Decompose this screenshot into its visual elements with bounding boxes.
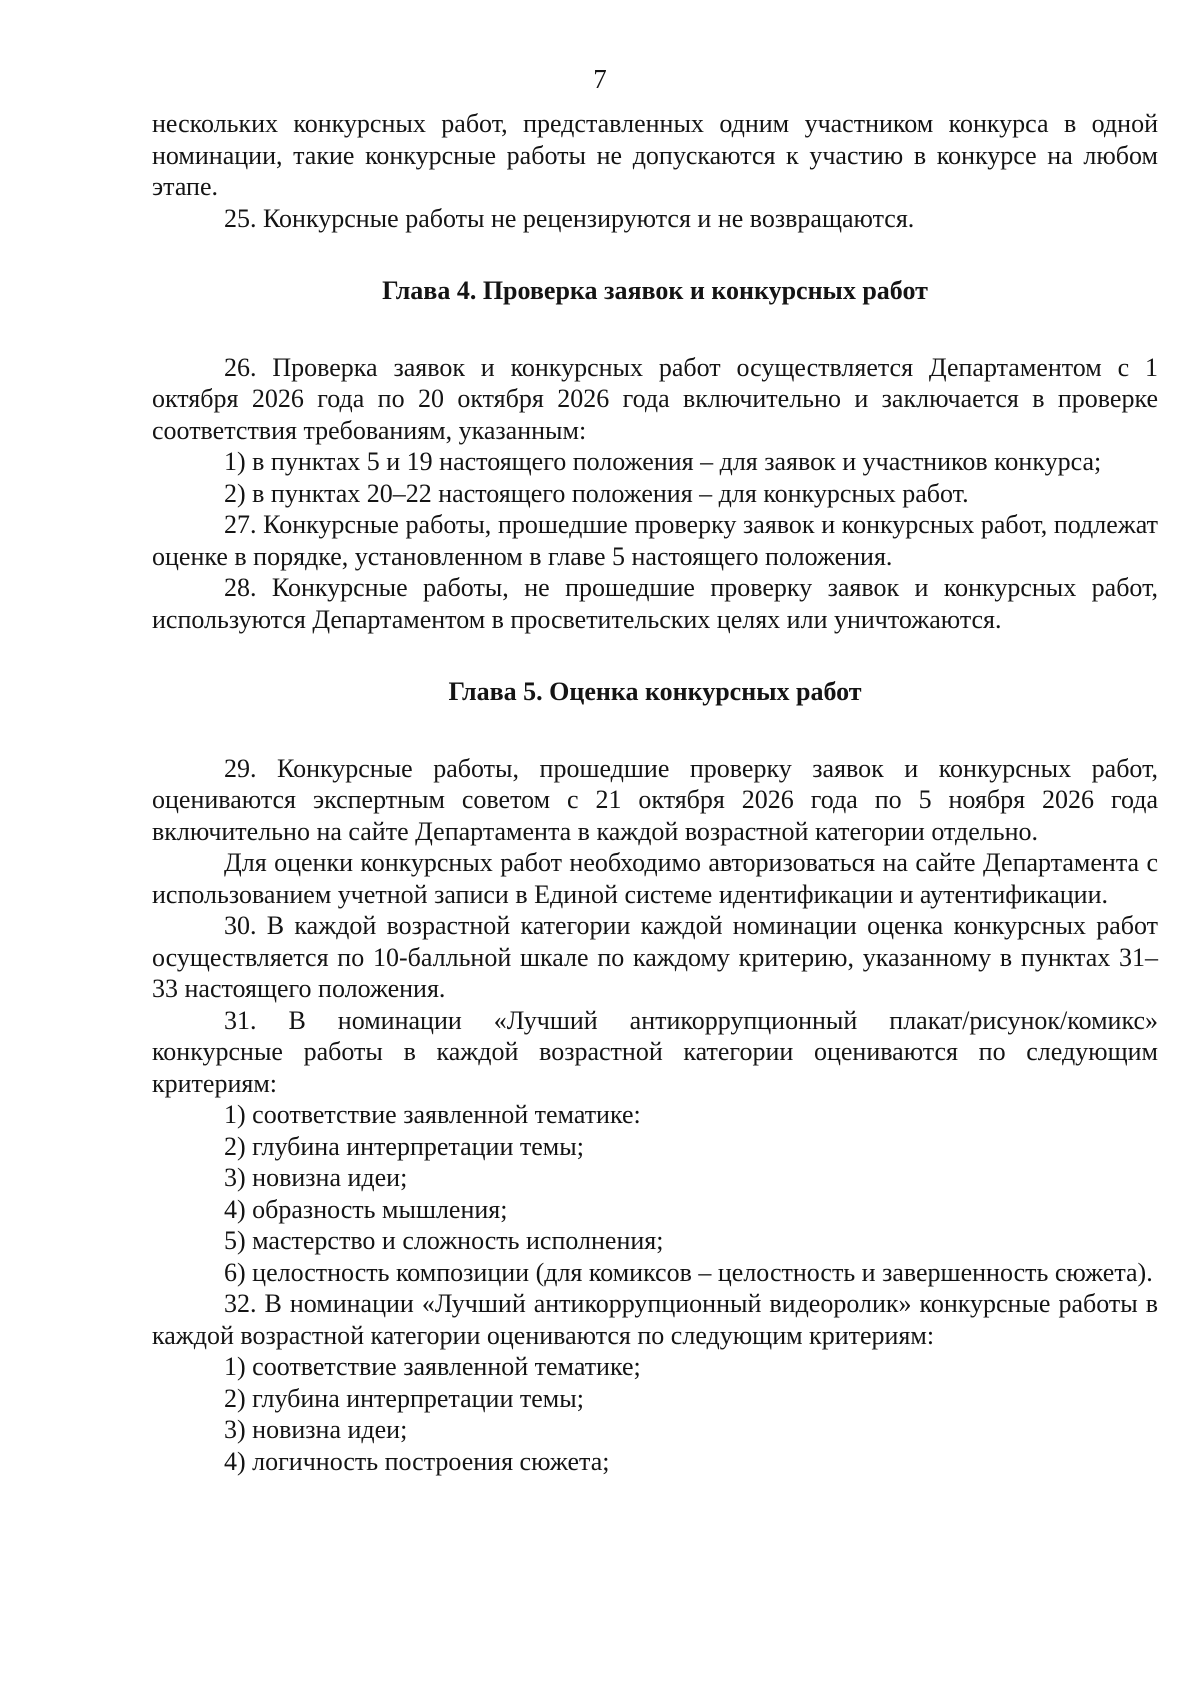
item-29-paragraph: 29. Конкурсные работы, прошедшие проверку заявок и конкурсных работ, оцениваются экспертным советом с 21 октября 2026 года по 5 ноября 2026 года включительно на сайте Департамента в каждой возрастной категории отдельно. [152, 753, 1158, 846]
item-30-paragraph: 30. В каждой возрастной категории каждой номинации оценка конкурсных работ осуществляется по 10-балльной шкале по каждому критерию, указанному в пунктах 31–33 настоящего положения. [152, 911, 1158, 1003]
item-31-criterion: 1) соответствие заявленной тематике: [224, 1100, 641, 1129]
page-content [152, 108, 1158, 1477]
page-number: 7 [593, 64, 607, 94]
item-28-paragraph: 28. Конкурсные работы, не прошедшие проверку заявок и конкурсных работ, используются Департаментом в просветительских целях или уничтожаются. [152, 573, 1158, 634]
item-32-criterion: 2) глубина интерпретации темы; [224, 1383, 584, 1413]
item-31-criterion: 6) целостность композиции (для комиксов – целостность и завершенность сюжета). [224, 1257, 1153, 1287]
item-31-criterion: 4) образность мышления; [224, 1194, 508, 1224]
item-29-auth-paragraph: Для оценки конкурсных работ необходимо авторизоваться на сайте Департамента с использованием учетной записи в Единой системе идентификации и аутентификации. [152, 848, 1158, 909]
top-fragment-paragraph: нескольких конкурсных работ, представленных одним участником конкурса в одной номинации, такие конкурсные работы не допускаются к участию в конкурсе на любом этапе. [152, 109, 1158, 201]
item-26-1-paragraph: 1) в пунктах 5 и 19 настоящего положения – для заявок и участников конкурса; [224, 447, 1102, 476]
item-31-paragraph: 31. В номинации «Лучший антикоррупционный плакат/рисунок/комикс» конкурсные работы в каждой возрастной категории оцениваются по следующим критериям: [152, 1005, 1158, 1098]
item-32-criterion: 1) соответствие заявленной тематике; [224, 1352, 641, 1381]
item-32-criterion: 3) новизна идеи; [224, 1415, 408, 1444]
item-32-paragraph: 32. В номинации «Лучший антикоррупционный видеоролик» конкурсные работы в каждой возрастной категории оцениваются по следующим критериям: [152, 1289, 1158, 1350]
item-27-paragraph: 27. Конкурсные работы, прошедшие проверку заявок и конкурсных работ, подлежат оценке в порядке, установленном в главе 5 настоящего положения. [152, 510, 1158, 571]
item-32-criterion: 4) логичность построения сюжета; [224, 1446, 610, 1476]
chapter-5-heading: Глава 5. Оценка конкурсных работ [448, 677, 862, 706]
item-26-paragraph: 26. Проверка заявок и конкурсных работ осуществляется Департаментом с 1 октября 2026 года по 20 октября 2026 года включительно и заключается в проверке соответствия требованиям, указанным: [152, 352, 1158, 445]
item-31-criterion: 2) глубина интерпретации темы; [224, 1131, 584, 1161]
item-31-criterion: 5) мастерство и сложность исполнения; [224, 1226, 664, 1255]
item-26-2-paragraph: 2) в пунктах 20–22 настоящего положения – для конкурсных работ. [224, 478, 969, 508]
item-25-paragraph: 25. Конкурсные работы не рецензируются и не возвращаются. [224, 203, 915, 233]
item-31-criterion: 3) новизна идеи; [224, 1163, 408, 1192]
chapter-4-heading: Глава 4. Проверка заявок и конкурсных работ [382, 276, 928, 305]
